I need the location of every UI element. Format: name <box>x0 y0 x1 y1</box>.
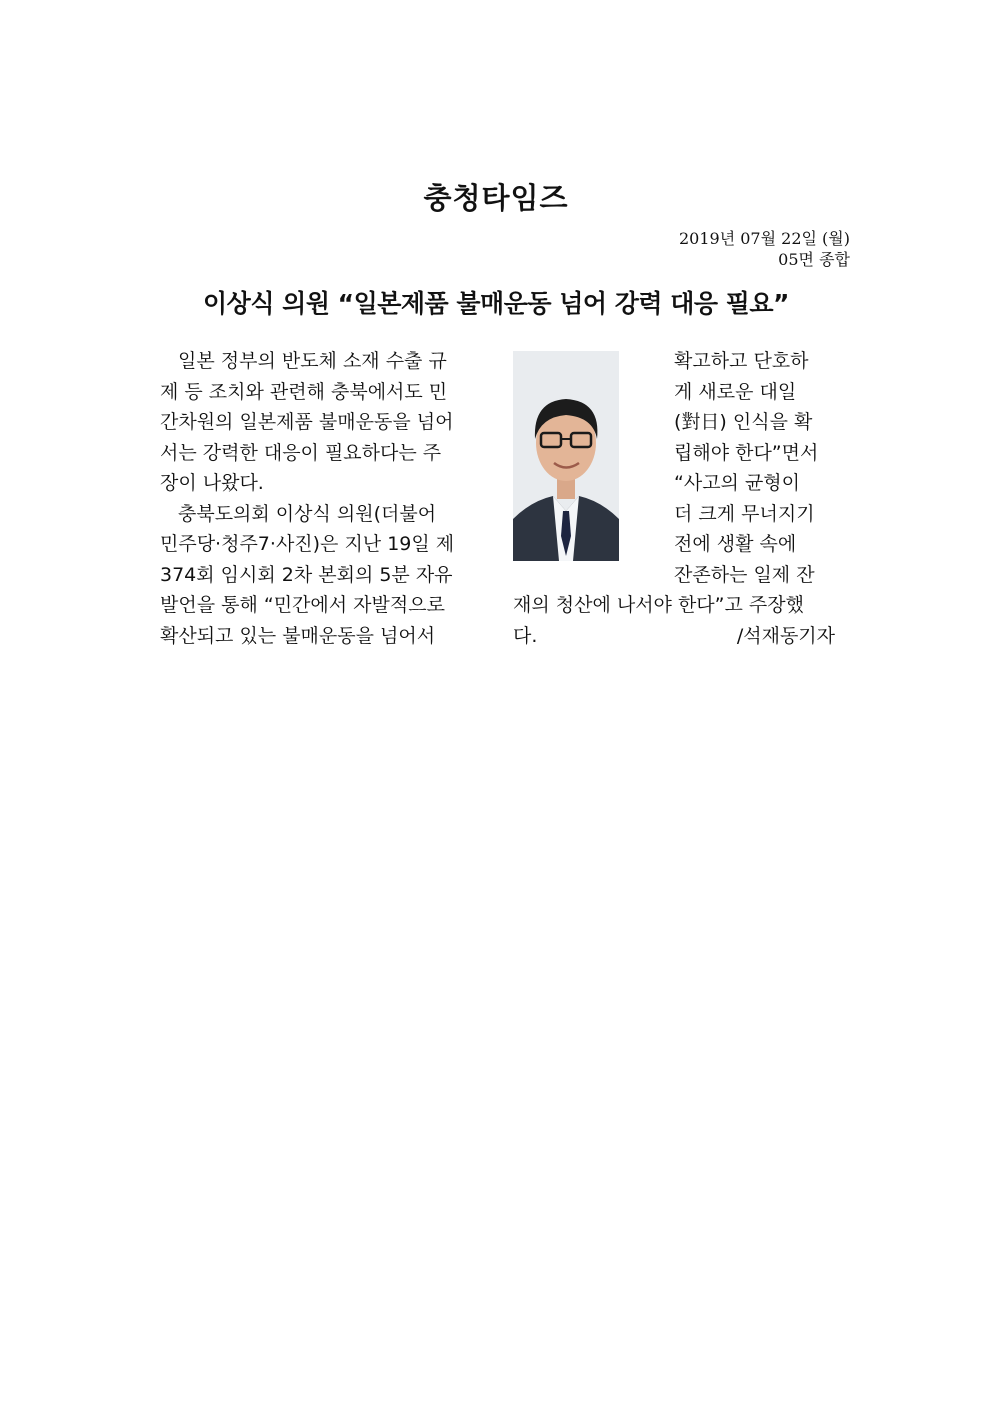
article-line: 전에 생활 속에 <box>674 533 797 555</box>
article-line: 잔존하는 일제 잔 <box>674 563 815 586</box>
article-line: 립해야 한다”면서 <box>674 441 819 464</box>
article-left-column <box>160 346 476 651</box>
article-line: 다. <box>513 624 538 647</box>
article-right-column-wide <box>513 590 835 651</box>
article-line: 충북도의회 이상식 의원(더불어 <box>178 502 437 525</box>
article-line: 발언을 통해 “민간에서 자발적으로 <box>160 594 445 616</box>
article-line: 374회 임시회 2차 본회의 5분 자유 <box>160 563 453 586</box>
publication-date: 2019년 07월 22일 (월) <box>678 229 850 248</box>
page-section: 05면 종합 <box>778 250 850 269</box>
article-line: (對日) 인식을 확 <box>674 411 813 433</box>
article-body <box>160 346 835 666</box>
article-line: 게 새로운 대일 <box>674 380 797 403</box>
portrait-image <box>513 351 619 561</box>
headline: 이상식 의원 “일본제품 불매운동 넘어 강력 대응 필요” <box>203 289 789 318</box>
article-right-column <box>674 346 835 590</box>
article-line: 재의 청산에 나서야 한다”고 주장했 <box>513 594 804 616</box>
article-line: 장이 나왔다. <box>160 472 264 494</box>
article-line: 서는 강력한 대응이 필요하다는 주 <box>160 441 442 464</box>
article-line: 확고하고 단호하 <box>674 350 809 372</box>
article-line: 간차원의 일본제품 불매운동을 넘어 <box>160 411 454 433</box>
article-line: “사고의 균형이 <box>674 472 801 494</box>
article-line: 제 등 조치와 관련해 충북에서도 민 <box>160 380 448 403</box>
byline: /석재동기자 <box>736 624 835 647</box>
newspaper-name: 충청타임즈 <box>423 181 569 215</box>
article-line: 더 크게 무너지기 <box>674 502 815 525</box>
reporter-photo <box>513 351 619 561</box>
dateline <box>679 228 850 270</box>
article-last-line <box>513 621 835 652</box>
article-line: 일본 정부의 반도체 소재 수출 규 <box>178 350 447 372</box>
article-line: 확산되고 있는 불매운동을 넘어서 <box>160 624 436 647</box>
article-line: 민주당·청주7·사진)은 지난 19일 제 <box>160 533 455 555</box>
